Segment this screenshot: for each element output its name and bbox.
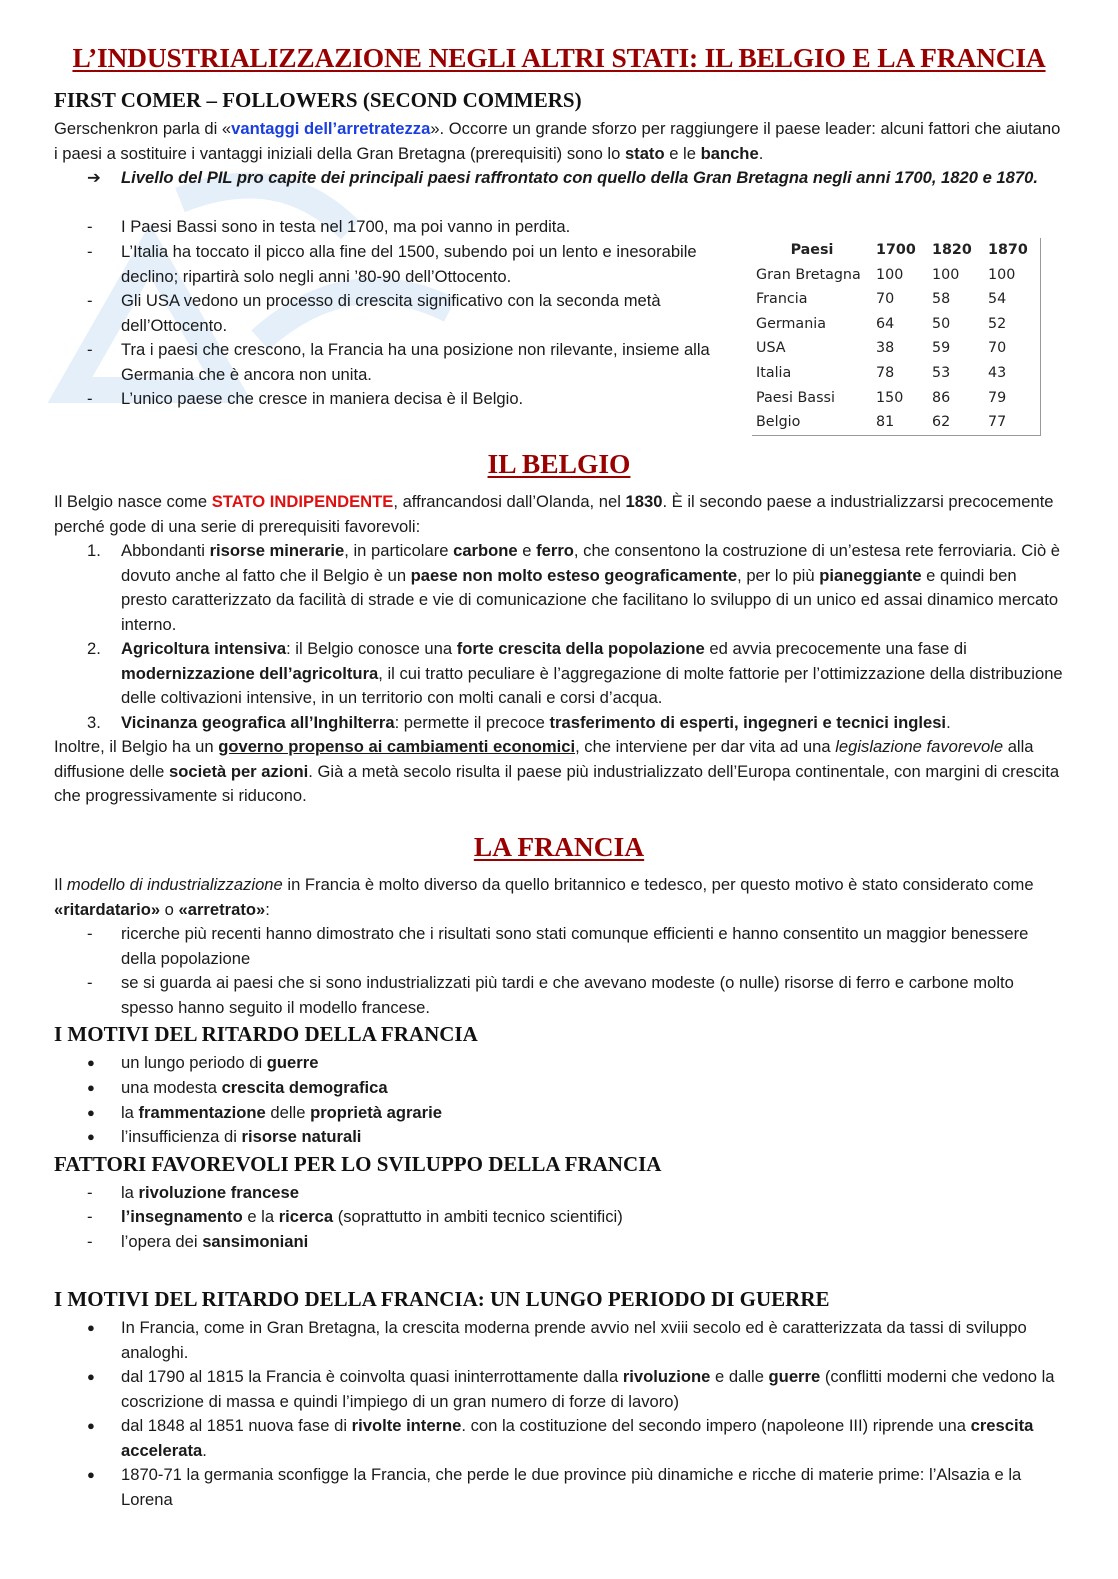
guerre-2: dal 1790 al 1815 la Francia è coinvolta quasi ininterrottamente dalla rivoluzione e dalle guerre (conflitti moderni che vedono la coscrizione di massa e quindi l’impiego di un gran numero di forze di lavoro) — [121, 1367, 1055, 1411]
bullet-dot: ● — [87, 1105, 95, 1120]
table-cell: Gran Bretagna — [756, 266, 861, 283]
belgio-conclusion: Inoltre, il Belgio ha un governo propenso ai cambiamenti economici, che interviene per dar vita ad una legislazione favorevole alla diffusione delle società per azioni. Già a metà secolo risulta il paese più industrializzato dell’Europa continentale, con margini di crescita che progressivamente si riducono. — [54, 737, 1060, 806]
francia-dash-2: se si guarda ai paesi che si sono industrializzati più tardi e che avevano modeste (o nulle) risorse di ferro e carbone molto spesso hanno seguito il modello francese. — [121, 973, 1014, 1017]
table-header: 1870 — [988, 242, 1028, 258]
belgio-item-2: Agricoltura intensiva: il Belgio conosce una forte crescita della popolazione ed avvia precocemente una fase di modernizzazione dell’agricoltura, il cui tratto peculiare è l’aggregazione di molte fattorie per l’ottimizzazione della distribuzione delle coltivazioni intensive, in un territorio con molti canali e corsi d’acqua. — [121, 639, 1063, 708]
belgio-intro: Il Belgio nasce come STATO INDIPENDENTE, affrancandosi dall’Olanda, nel 1830. È il secondo paese a industrializzarsi precocemente perché gode di una serie di prerequisiti favorevoli: — [54, 492, 1054, 536]
pil-note: Livello del PIL pro capite dei principali paesi raffrontato con quello della Gran Bretagna negli anni 1700, 1820 e 1870. — [121, 168, 1038, 187]
table-header: Paesi — [790, 242, 834, 258]
francia-dash-1: ricerche più recenti hanno dimostrato che i risultati sono stati comunque efficienti e hanno consentito un maggior benessere della popolazione — [121, 924, 1029, 968]
bullet-dot: ● — [87, 1055, 95, 1070]
table-cell: Italia — [756, 364, 792, 381]
table-cell: 43 — [988, 364, 1007, 381]
bullet-dot: ● — [87, 1320, 95, 1335]
table-cell: 100 — [932, 266, 960, 283]
motivo-4: l’insufficienza di risorse naturali — [121, 1127, 362, 1146]
table-cell: 62 — [932, 414, 951, 431]
dash-marker: - — [87, 291, 93, 310]
fattore-2: l’insegnamento e la ricerca (soprattutto in ambiti tecnico scientifici) — [121, 1207, 623, 1226]
table-row — [752, 386, 1041, 411]
table-header: 1820 — [932, 242, 972, 258]
motivo-2: una modesta crescita demografica — [121, 1078, 388, 1097]
table-cell: 58 — [932, 291, 951, 308]
dash-marker: - — [87, 242, 93, 261]
table-cell: Paesi Bassi — [756, 389, 835, 406]
table-cell: 100 — [876, 266, 904, 283]
table-cell: 50 — [932, 315, 951, 332]
table-header-row — [752, 238, 1041, 263]
bullet-italia: L’Italia ha toccato il picco alla fine del 1500, subendo poi un lento e inesorabile declino; ripartirà solo negli anni ’80-90 dell’Ottocento. — [121, 242, 697, 286]
heading-fattori-favorevoli: FATTORI FAVOREVOLI PER LO SVILUPPO DELLA FRANCIA — [54, 1152, 662, 1176]
bullet-paesi-bassi: I Paesi Bassi sono in testa nel 1700, ma poi vanno in perdita. — [121, 217, 571, 236]
dash-marker: - — [87, 217, 93, 236]
page-title: L’INDUSTRIALIZZAZIONE NEGLI ALTRI STATI: IL BELGIO E LA FRANCIA — [72, 42, 1046, 73]
gdp-table — [752, 238, 1041, 436]
bullet-dot: ● — [87, 1467, 95, 1482]
table-cell: 59 — [932, 340, 951, 357]
heading-first-comer: FIRST COMER – FOLLOWERS (SECOND COMMERS) — [54, 88, 582, 112]
belgio-item-1: Abbondanti risorse minerarie, in particolare carbone e ferro, che consentono la costruzione di un’estesa rete ferroviaria. Ciò è dovuto anche al fatto che il Belgio è un paese non molto esteso geograficamente, per lo più pianeggiante e quindi ben presto caratterizzato da facilità di strade e vie di comunicazione che facilitano lo sviluppo di un unico ed assai dinamico mercato interno. — [121, 541, 1061, 634]
table-row — [752, 410, 1041, 435]
bullet-dot: ● — [87, 1418, 95, 1433]
bullet-dot: ● — [87, 1129, 95, 1144]
francia-intro: Il modello di industrializzazione in Francia è molto diverso da quello britannico e tedesco, per questo motivo è stato considerato come «ritardatario» o «arretrato»: — [54, 875, 1034, 919]
dash-marker: - — [87, 973, 93, 992]
fattore-3: l’opera dei sansimoniani — [121, 1232, 309, 1251]
table-cell: 70 — [876, 291, 895, 308]
section-title-francia: LA FRANCIA — [473, 831, 645, 862]
bullet-francia: Tra i paesi che crescono, la Francia ha una posizione non rilevante, insieme alla Germania che è ancora non unita. — [121, 340, 710, 384]
list-number: 3. — [87, 713, 101, 732]
motivo-1: un lungo periodo di guerre — [121, 1053, 319, 1072]
table-cell: 78 — [876, 364, 895, 381]
list-number: 1. — [87, 541, 101, 560]
table-row — [752, 336, 1041, 361]
bullet-dot: ● — [87, 1369, 95, 1384]
arrow-icon: ➔ — [87, 168, 101, 187]
table-cell: 38 — [876, 340, 895, 357]
table-cell: 52 — [988, 315, 1007, 332]
table-row — [752, 287, 1041, 312]
guerre-4: 1870-71 la germania sconfigge la Francia, che perde le due province più dinamiche e ricche di materie prime: l’Alsazia e la Lorena — [121, 1465, 1022, 1509]
table-cell: Germania — [756, 315, 826, 332]
motivo-3: la frammentazione delle proprietà agrarie — [121, 1103, 442, 1122]
table-cell: 64 — [876, 315, 895, 332]
section-title-belgio: IL BELGIO — [487, 448, 631, 479]
heading-motivi-ritardo: I MOTIVI DEL RITARDO DELLA FRANCIA — [54, 1022, 478, 1046]
dash-marker: - — [87, 1207, 93, 1226]
table-cell: Belgio — [756, 414, 801, 431]
table-cell: Francia — [756, 291, 808, 308]
bullet-dot: ● — [87, 1080, 95, 1095]
table-header: 1700 — [876, 242, 916, 258]
dash-marker: - — [87, 1183, 93, 1202]
dash-marker: - — [87, 1232, 93, 1251]
table-cell: USA — [756, 340, 786, 357]
list-number: 2. — [87, 639, 101, 658]
dash-marker: - — [87, 924, 93, 943]
belgio-item-3: Vicinanza geografica all’Inghilterra: permette il precoce trasferimento di esperti, ingegneri e tecnici inglesi. — [121, 713, 951, 732]
heading-guerre: I MOTIVI DEL RITARDO DELLA FRANCIA: UN LUNGO PERIODO DI GUERRE — [54, 1287, 830, 1311]
bullet-usa: Gli USA vedono un processo di crescita significativo con la seconda metà dell’Ottocento. — [121, 291, 661, 335]
table-cell: 70 — [988, 340, 1007, 357]
dash-marker: - — [87, 389, 93, 408]
table-cell: 100 — [988, 266, 1016, 283]
table-row — [752, 263, 1041, 288]
paragraph-gerschenkron: Gerschenkron parla di «vantaggi dell’arretratezza». Occorre un grande sforzo per raggiungere il paese leader: alcuni fattori che aiutano i paesi a sostituire i vantaggi iniziali della Gran Bretagna (prerequisiti) sono lo stato e le banche. — [54, 119, 1061, 163]
table-cell: 53 — [932, 364, 951, 381]
table-row — [752, 361, 1041, 386]
table-cell: 79 — [988, 389, 1007, 406]
dash-marker: - — [87, 340, 93, 359]
guerre-1: In Francia, come in Gran Bretagna, la crescita moderna prende avvio nel xviii secolo ed è caratterizzata da tassi di sviluppo analoghi. — [121, 1318, 1027, 1362]
bullet-belgio: L’unico paese che cresce in maniera decisa è il Belgio. — [121, 389, 524, 408]
guerre-3: dal 1848 al 1851 nuova fase di rivolte interne. con la costituzione del secondo impero (napoleone III) riprende una crescita accelerata. — [121, 1416, 1034, 1460]
table-row — [752, 312, 1041, 337]
table-cell: 77 — [988, 414, 1007, 431]
table-cell: 150 — [876, 389, 904, 406]
table-cell: 86 — [932, 389, 951, 406]
table-cell: 54 — [988, 291, 1007, 308]
table-cell: 81 — [876, 414, 895, 431]
fattore-1: la rivoluzione francese — [121, 1183, 299, 1202]
